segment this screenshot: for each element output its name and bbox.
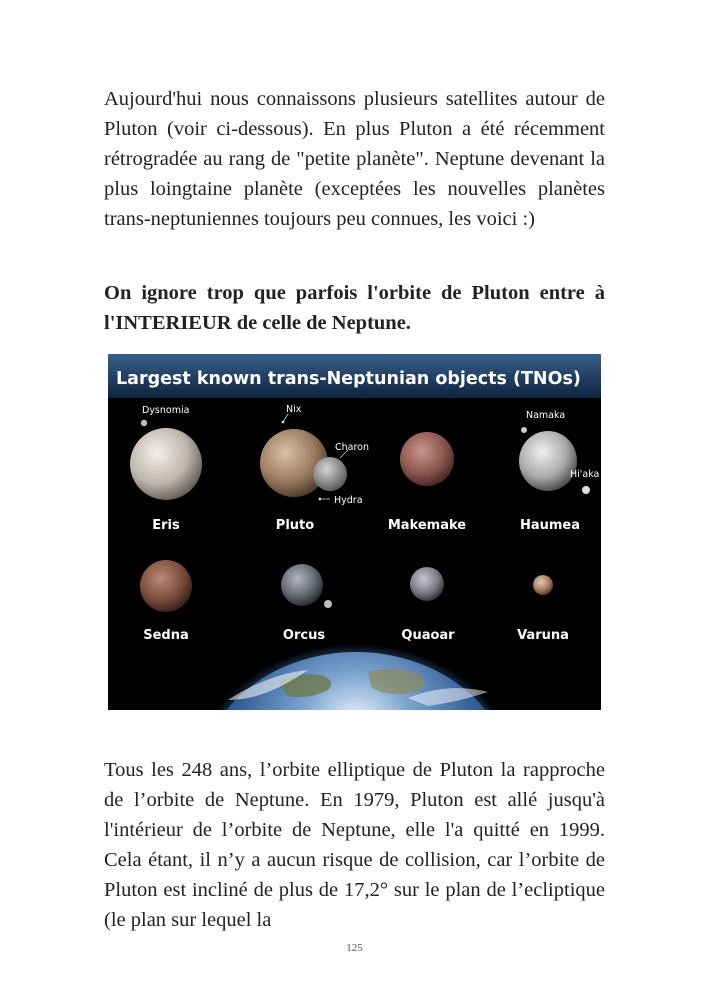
quaoar-body [410, 567, 444, 601]
makemake-label: Makemake [387, 518, 467, 533]
hiaka-label: Hi'aka [570, 469, 600, 480]
intro-paragraph: Aujourd'hui nous connaissons plusieurs satellites autour de Pluton (voir ci-dessous). En plus Pluton a été récemment rétrogradée au rang de "petite planète". Neptune devenant la plus loingtaine planète (exceptées les nouvelles planètes trans-neptuniennes toujours peu connues, les voici :) [104, 88, 605, 230]
dysnomia-label: Dysnomia [142, 405, 190, 416]
page-number: 125 [346, 942, 363, 954]
varuna-label: Varuna [517, 628, 569, 643]
sedna-body [140, 560, 192, 612]
eris-label: Eris [152, 518, 180, 533]
orcus-label: Orcus [282, 628, 326, 643]
namaka-label: Namaka [526, 410, 566, 421]
makemake-body [400, 432, 454, 486]
pluto-label: Pluto [275, 518, 315, 533]
haumea-label: Haumea [519, 518, 581, 533]
hydra-label: Hydra [334, 495, 363, 506]
orbit-paragraph: Tous les 248 ans, l’orbite elliptique de Pluton la rapproche de l’orbite de Neptune. En 1979, Pluton est allé jusqu'à l'intérieur de l’orbite de Neptune, elle l'a quitté en 1999. Cela étant, il n’y a aucun risque de collision, car l’orbite de Pluton est incliné de plus de 17,2° sur le plan de l’ecliptique (le plan sur lequel la [104, 759, 605, 931]
charon-label: Charon [335, 442, 370, 453]
tno-figure [108, 354, 601, 710]
quaoar-label: Quaoar [401, 628, 455, 643]
figure-title: Largest known trans-Neptunian objects (TNOs) [116, 369, 581, 389]
highlight-paragraph: On ignore trop que parfois l'orbite de Pluton entre à l'INTERIEUR de celle de Neptune. [104, 282, 605, 334]
sedna-label: Sedna [143, 628, 189, 643]
nix-label: Nix [286, 404, 302, 415]
varuna-body [533, 575, 553, 595]
